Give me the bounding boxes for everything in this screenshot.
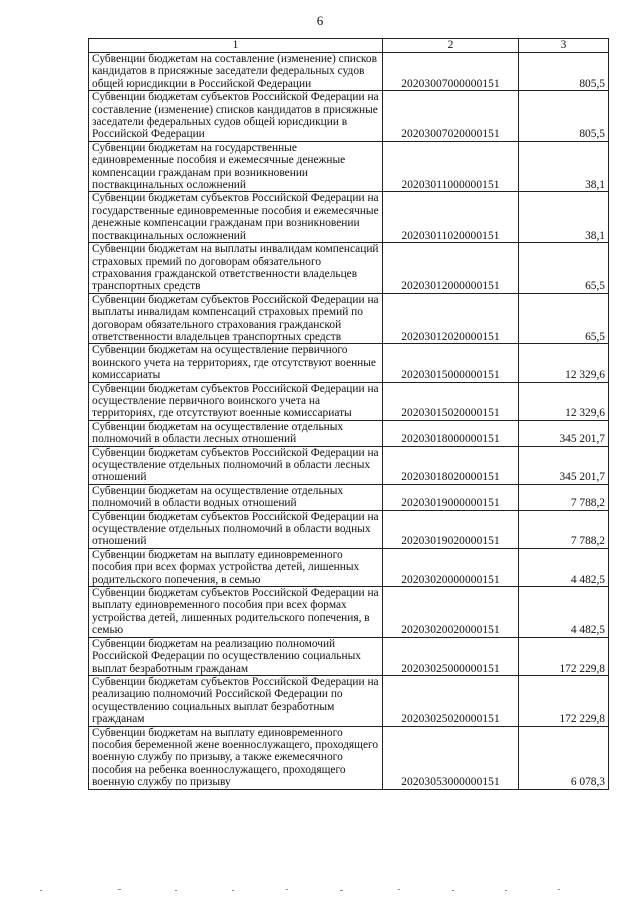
row-code: 20203015000000151 bbox=[383, 344, 519, 382]
row-amount: 172 229,8 bbox=[519, 637, 609, 675]
table-body bbox=[89, 53, 609, 790]
table-row bbox=[89, 141, 609, 192]
row-amount: 6 078,3 bbox=[519, 726, 609, 789]
header-row bbox=[89, 39, 609, 53]
row-description: Субвенции бюджетам на составление (изменение) списков кандидатов в присяжные заседатели федеральных судов общей юрисдикции в Российской Федерации bbox=[89, 53, 383, 91]
table-row bbox=[89, 243, 609, 294]
row-code: 20203020020000151 bbox=[383, 587, 519, 638]
table-row bbox=[89, 637, 609, 675]
row-amount: 345 201,7 bbox=[519, 420, 609, 446]
scan-artifact bbox=[0, 886, 640, 894]
row-description: Субвенции бюджетам субъектов Российской Федерации на выплаты инвалидам компенсаций страховых премий по договорам обязательного страхования гражданской ответственности владельцев транспортных средств bbox=[89, 293, 383, 344]
row-code: 20203053000000151 bbox=[383, 726, 519, 789]
table-row bbox=[89, 446, 609, 484]
table-row bbox=[89, 53, 609, 91]
row-description: Субвенции бюджетам субъектов Российской Федерации на реализацию полномочий Российской Федерации по осуществлению социальных выплат безработным гражданам bbox=[89, 675, 383, 726]
row-code: 20203025000000151 bbox=[383, 637, 519, 675]
row-amount: 7 788,2 bbox=[519, 484, 609, 510]
row-description: Субвенции бюджетам субъектов Российской Федерации на осуществление отдельных полномочий в области лесных отношений bbox=[89, 446, 383, 484]
row-description: Субвенции бюджетам на государственные единовременные пособия и ежемесячные денежные компенсации гражданам при возникновении поствакцинальных осложнений bbox=[89, 141, 383, 192]
row-amount: 805,5 bbox=[519, 91, 609, 142]
row-description: Субвенции бюджетам субъектов Российской Федерации на составление (изменение) списков кандидатов в присяжные заседатели федеральных судов общей юрисдикции в Российской Федерации bbox=[89, 91, 383, 142]
table-row bbox=[89, 293, 609, 344]
column-header-1: 1 bbox=[89, 39, 383, 53]
row-code: 20203018000000151 bbox=[383, 420, 519, 446]
table-row bbox=[89, 726, 609, 789]
row-code: 20203011020000151 bbox=[383, 192, 519, 243]
row-amount: 38,1 bbox=[519, 141, 609, 192]
row-description: Субвенции бюджетам на выплаты инвалидам компенсаций страховых премий по договорам обязательного страхования гражданской ответственности владельцев транспортных средств bbox=[89, 243, 383, 294]
row-code: 20203012000000151 bbox=[383, 243, 519, 294]
row-amount: 172 229,8 bbox=[519, 675, 609, 726]
row-description: Субвенции бюджетам субъектов Российской Федерации на выплату единовременного пособия при всех формах устройства детей, лишенных родительского попечения, в семью bbox=[89, 587, 383, 638]
row-code: 20203019000000151 bbox=[383, 484, 519, 510]
row-amount: 38,1 bbox=[519, 192, 609, 243]
table-row bbox=[89, 484, 609, 510]
row-description: Субвенции бюджетам субъектов Российской Федерации на осуществление первичного воинского учета на территориях, где отсутствуют военные комиссариаты bbox=[89, 382, 383, 420]
table-row bbox=[89, 192, 609, 243]
subventions-table bbox=[88, 38, 609, 790]
table-row bbox=[89, 510, 609, 548]
row-amount: 4 482,5 bbox=[519, 587, 609, 638]
row-description: Субвенции бюджетам на реализацию полномочий Российской Федерации по осуществлению социальных выплат безработным гражданам bbox=[89, 637, 383, 675]
row-code: 20203025020000151 bbox=[383, 675, 519, 726]
table-row bbox=[89, 587, 609, 638]
column-header-3: 3 bbox=[519, 39, 609, 53]
row-code: 20203007000000151 bbox=[383, 53, 519, 91]
table-row bbox=[89, 91, 609, 142]
table-row bbox=[89, 548, 609, 586]
row-code: 20203019020000151 bbox=[383, 510, 519, 548]
column-header-2: 2 bbox=[383, 39, 519, 53]
table-row bbox=[89, 420, 609, 446]
table-row bbox=[89, 675, 609, 726]
row-amount: 12 329,6 bbox=[519, 344, 609, 382]
row-code: 20203007020000151 bbox=[383, 91, 519, 142]
table-header bbox=[89, 39, 609, 53]
page-number: 6 bbox=[316, 13, 324, 28]
row-description: Субвенции бюджетам на осуществление отдельных полномочий в области водных отношений bbox=[89, 484, 383, 510]
row-code: 20203018020000151 bbox=[383, 446, 519, 484]
row-description: Субвенции бюджетам на выплату единовременного пособия беременной жене военнослужащего, проходящего военную службу по призыву, а также ежемесячного пособия на ребенка военнослужащего, проходящего военную службу по призыву bbox=[89, 726, 383, 789]
row-description: Субвенции бюджетам субъектов Российской Федерации на государственные единовременные пособия и ежемесячные денежные компенсации гражданам при возникновении поствакцинальных осложнений bbox=[89, 192, 383, 243]
row-amount: 4 482,5 bbox=[519, 548, 609, 586]
row-description: Субвенции бюджетам на выплату единовременного пособия при всех формах устройства детей, лишенных родительского попечения, в семью bbox=[89, 548, 383, 586]
row-amount: 65,5 bbox=[519, 243, 609, 294]
row-description: Субвенции бюджетам на осуществление первичного воинского учета на территориях, где отсутствуют военные комиссариаты bbox=[89, 344, 383, 382]
row-description: Субвенции бюджетам на осуществление отдельных полномочий в области лесных отношений bbox=[89, 420, 383, 446]
row-code: 20203011000000151 bbox=[383, 141, 519, 192]
row-code: 20203015020000151 bbox=[383, 382, 519, 420]
row-code: 20203020000000151 bbox=[383, 548, 519, 586]
table-row bbox=[89, 382, 609, 420]
row-amount: 12 329,6 bbox=[519, 382, 609, 420]
row-amount: 805,5 bbox=[519, 53, 609, 91]
table-row bbox=[89, 344, 609, 382]
row-description: Субвенции бюджетам субъектов Российской Федерации на осуществление отдельных полномочий в области водных отношений bbox=[89, 510, 383, 548]
row-amount: 7 788,2 bbox=[519, 510, 609, 548]
row-code: 20203012020000151 bbox=[383, 293, 519, 344]
row-amount: 65,5 bbox=[519, 293, 609, 344]
row-amount: 345 201,7 bbox=[519, 446, 609, 484]
